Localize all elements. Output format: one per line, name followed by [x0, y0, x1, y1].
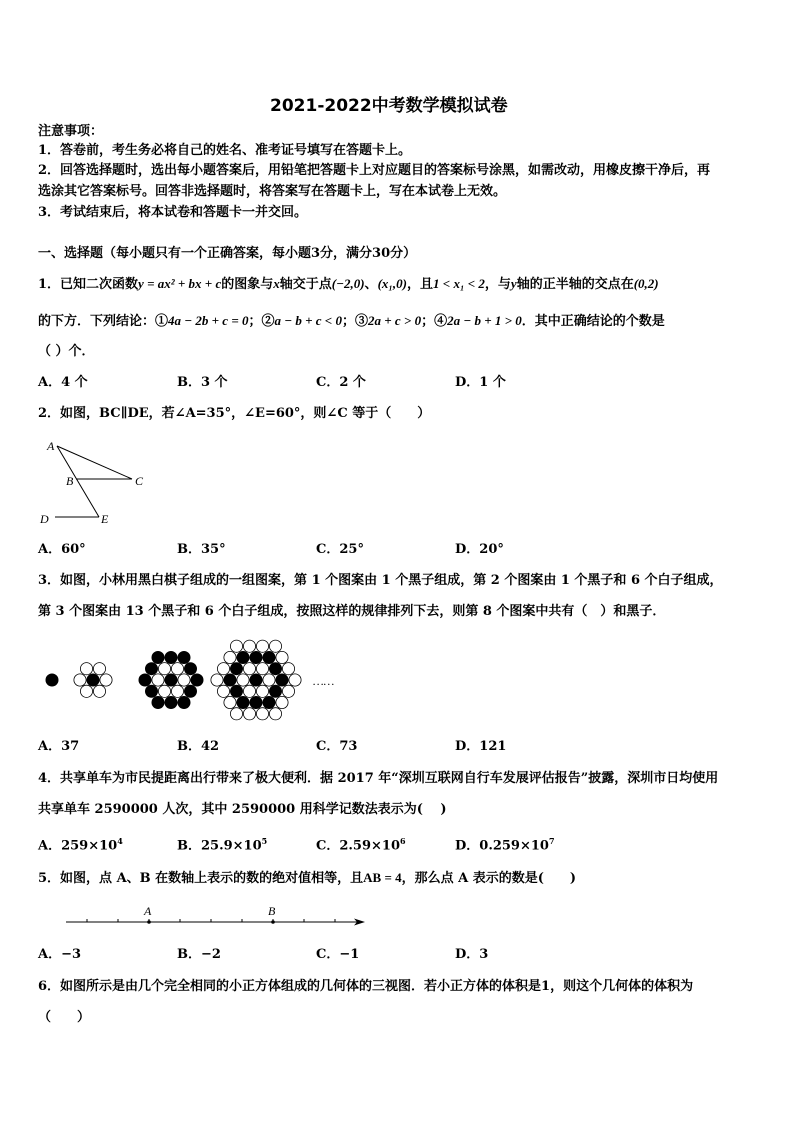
white-stone: [256, 640, 268, 652]
black-stone: [165, 651, 177, 663]
q2-label-d: D: [40, 512, 49, 526]
q1-conclusion-2: a − b + c < 0: [274, 313, 342, 328]
q5-option-b[interactable]: B．−2: [177, 947, 221, 962]
notice-item-2a: 2．回答选择题时，选出每小题答案后，用铅笔把答题卡上对应题目的答案标号涂黑，如需改动，用橡皮擦干净后，再: [38, 163, 711, 178]
q1-text: ，与: [484, 277, 511, 292]
black-stone: [178, 696, 190, 708]
q5-number-line: [60, 900, 370, 936]
black-stone: [184, 663, 196, 675]
q1-text: ，且: [407, 277, 434, 292]
black-stone: [152, 696, 164, 708]
black-stone: [178, 651, 190, 663]
q4-option-b-exp: 5: [261, 836, 268, 846]
black-stone: [250, 651, 262, 663]
q1-conclusion-3: 2a + c > 0: [367, 313, 422, 328]
black-stone: [269, 685, 281, 697]
q5-text: ，那么点 A 表示的数是( ): [401, 871, 577, 886]
q3-option-a[interactable]: A．37: [38, 739, 80, 754]
white-stone: [100, 674, 112, 686]
page-title: 2021-2022中考数学模拟试卷: [270, 96, 508, 116]
q1-text: ；②: [248, 314, 275, 329]
q4-line2: 共享单车 2590000 人次，其中 2590000 用科学记数法表示为( ): [38, 802, 447, 817]
white-stone: [243, 663, 255, 675]
black-stone: [46, 674, 58, 686]
q3-line2: 第 3 个图案由 13 个黑子和 6 个白子组成，按照这样的规律排列下去，则第 8 个图案中共有（ ）和黑子．: [38, 604, 666, 619]
white-stone: [224, 651, 236, 663]
q1-text: 轴交于点: [279, 277, 332, 292]
q4-option-a[interactable]: [38, 833, 123, 854]
black-stone: [139, 674, 151, 686]
q5-option-d[interactable]: D．3: [455, 947, 489, 962]
black-stone: [263, 651, 275, 663]
white-stone: [276, 651, 288, 663]
white-stone: [217, 663, 229, 675]
q1-text: ；③: [341, 314, 368, 329]
q5-option-a[interactable]: A．−3: [38, 947, 82, 962]
q5-formula: AB = 4: [363, 870, 402, 885]
white-stone: [224, 696, 236, 708]
black-stone: [184, 685, 196, 697]
white-stone: [80, 685, 92, 697]
black-stone: [237, 696, 249, 708]
q5-option-c[interactable]: C．−1: [316, 947, 360, 962]
q2-option-b[interactable]: B．35°: [177, 542, 226, 557]
black-stone: [269, 663, 281, 675]
q1-line2: [38, 313, 665, 330]
white-stone: [269, 640, 281, 652]
black-stone: [250, 674, 262, 686]
q4-option-d-base: D．0.259×10: [455, 838, 549, 854]
section-heading: 一、选择题（每小题只有一个正确答案，每小题3分，满分30分）: [38, 246, 417, 261]
white-stone: [243, 640, 255, 652]
q3-option-c[interactable]: C．73: [316, 739, 358, 754]
black-stone: [145, 685, 157, 697]
q2-label-b: B: [66, 474, 74, 488]
q6-line1: 6．如图所示是由几个完全相同的小正方体组成的几何体的三视图．若小正方体的体积是1，则这个几何体的体积为: [38, 979, 694, 994]
q3-figure: [38, 630, 338, 730]
white-stone: [263, 674, 275, 686]
q2-option-c[interactable]: C．25°: [316, 542, 364, 557]
q1-conclusion-1: 4a − 2b + c = 0: [168, 313, 249, 328]
white-stone: [93, 663, 105, 675]
q1-line1: [38, 276, 659, 293]
notice-item-2b: 选涂其它答案标号。回答非选择题时，将答案写在答题卡上，写在本试卷上无效。: [38, 184, 507, 199]
white-stone: [243, 685, 255, 697]
q3-option-d[interactable]: D．121: [455, 739, 507, 754]
white-stone: [276, 696, 288, 708]
q1-function: y = ax² + bx + c: [138, 276, 222, 291]
q1-text: 1．已知二次函数: [38, 277, 139, 292]
q1-text: 的图象与: [221, 277, 274, 292]
q4-option-d-exp: 7: [548, 836, 555, 846]
q4-option-d[interactable]: [455, 833, 555, 854]
black-stone: [152, 651, 164, 663]
q1-y-var: y: [510, 276, 517, 291]
q1-point-1: (−2,0): [331, 276, 365, 291]
q1-condition: 1 < x₁ < 2: [433, 276, 485, 291]
q5-line1: [38, 870, 576, 887]
black-stone: [230, 685, 242, 697]
q4-option-b[interactable]: [177, 833, 267, 854]
q4-option-a-base: A．259×10: [38, 838, 118, 854]
white-stone: [171, 663, 183, 675]
q4-option-b-base: B．25.9×10: [177, 838, 262, 854]
white-stone: [152, 674, 164, 686]
white-stone: [178, 674, 190, 686]
black-stone: [237, 651, 249, 663]
q1-line3: （ ）个．: [38, 344, 95, 359]
black-stone: [250, 696, 262, 708]
white-stone: [230, 708, 242, 720]
white-stone: [282, 663, 294, 675]
black-stone: [145, 663, 157, 675]
q2-option-a[interactable]: A．60°: [38, 542, 86, 557]
black-stone: [87, 674, 99, 686]
black-stone: [276, 674, 288, 686]
white-stone: [74, 674, 86, 686]
q4-option-c-exp: 6: [400, 836, 406, 846]
white-stone: [211, 674, 223, 686]
white-stone: [269, 708, 281, 720]
black-stone: [224, 674, 236, 686]
q1-x-var: x: [273, 276, 280, 291]
q5-label-b: B: [268, 904, 276, 918]
white-stone: [256, 685, 268, 697]
q3-ellipsis: ……: [313, 674, 335, 688]
q1-option-d[interactable]: D．1 个: [455, 375, 506, 390]
white-stone: [256, 708, 268, 720]
q2-label-a: A: [47, 439, 55, 453]
black-stone: [165, 696, 177, 708]
black-stone: [191, 674, 203, 686]
q5-label-a: A: [144, 904, 152, 918]
q2-option-d[interactable]: D．20°: [455, 542, 504, 557]
q3-option-b[interactable]: B．42: [177, 739, 220, 754]
white-stone: [237, 674, 249, 686]
q4-line1: 4．共享单车为市民提距离出行带来了极大便利．据 2017 年“深圳互联网自行车发展评估报告”披露，深圳市日均使用: [38, 771, 719, 786]
black-stone: [165, 674, 177, 686]
q1-conclusion-4: 2a − b + 1 > 0: [447, 313, 522, 328]
q1-point-2: (x₁,0): [377, 276, 408, 291]
q1-option-b[interactable]: B．3 个: [177, 375, 228, 390]
white-stone: [282, 685, 294, 697]
notice-item-1: 1．答卷前，考生务必将自己的姓名、准考证号填写在答题卡上。: [38, 143, 412, 158]
q4-option-c[interactable]: [316, 833, 406, 854]
white-stone: [171, 685, 183, 697]
q2-figure: [36, 434, 150, 526]
q1-option-c[interactable]: C．2 个: [316, 375, 366, 390]
q2-text: 2．如图，BC∥DE，若∠A=35°，∠E=60°，则∠C 等于（ ）: [38, 406, 431, 421]
q5-text: 5．如图，点 A、B 在数轴上表示的数的绝对值相等，且: [38, 871, 364, 886]
white-stone: [230, 640, 242, 652]
white-stone: [243, 708, 255, 720]
q1-option-a[interactable]: A．4 个: [38, 375, 88, 390]
q3-line1: 3．如图，小林用黑白棋子组成的一组图案，第 1 个图案由 1 个黑子组成，第 2 个图案由 1 个黑子和 6 个白子组成，: [38, 573, 723, 588]
white-stone: [93, 685, 105, 697]
q2-label-e: E: [101, 512, 109, 526]
q6-line2: （ ）: [38, 1010, 91, 1025]
black-stone: [263, 696, 275, 708]
white-stone: [158, 663, 170, 675]
q1-text: 的下方．下列结论：①: [38, 314, 169, 329]
white-stone: [256, 663, 268, 675]
notice-item-3: 3．考试结束后，将本试卷和答题卡一并交回。: [38, 205, 308, 220]
q1-text: 轴的正半轴的交点在: [516, 277, 634, 292]
q4-option-a-exp: 4: [117, 836, 123, 846]
white-stone: [158, 685, 170, 697]
white-stone: [80, 663, 92, 675]
notice-heading: 注意事项：: [38, 124, 104, 139]
black-stone: [230, 663, 242, 675]
q1-point-3: (0,2): [633, 276, 659, 291]
q2-label-c: C: [135, 474, 144, 488]
q1-text: ；④: [421, 314, 448, 329]
q4-option-c-base: C．2.59×10: [316, 838, 400, 854]
q1-text: 、: [364, 277, 378, 292]
white-stone: [289, 674, 301, 686]
q1-text: ．其中正确结论的个数是: [521, 314, 665, 329]
white-stone: [217, 685, 229, 697]
